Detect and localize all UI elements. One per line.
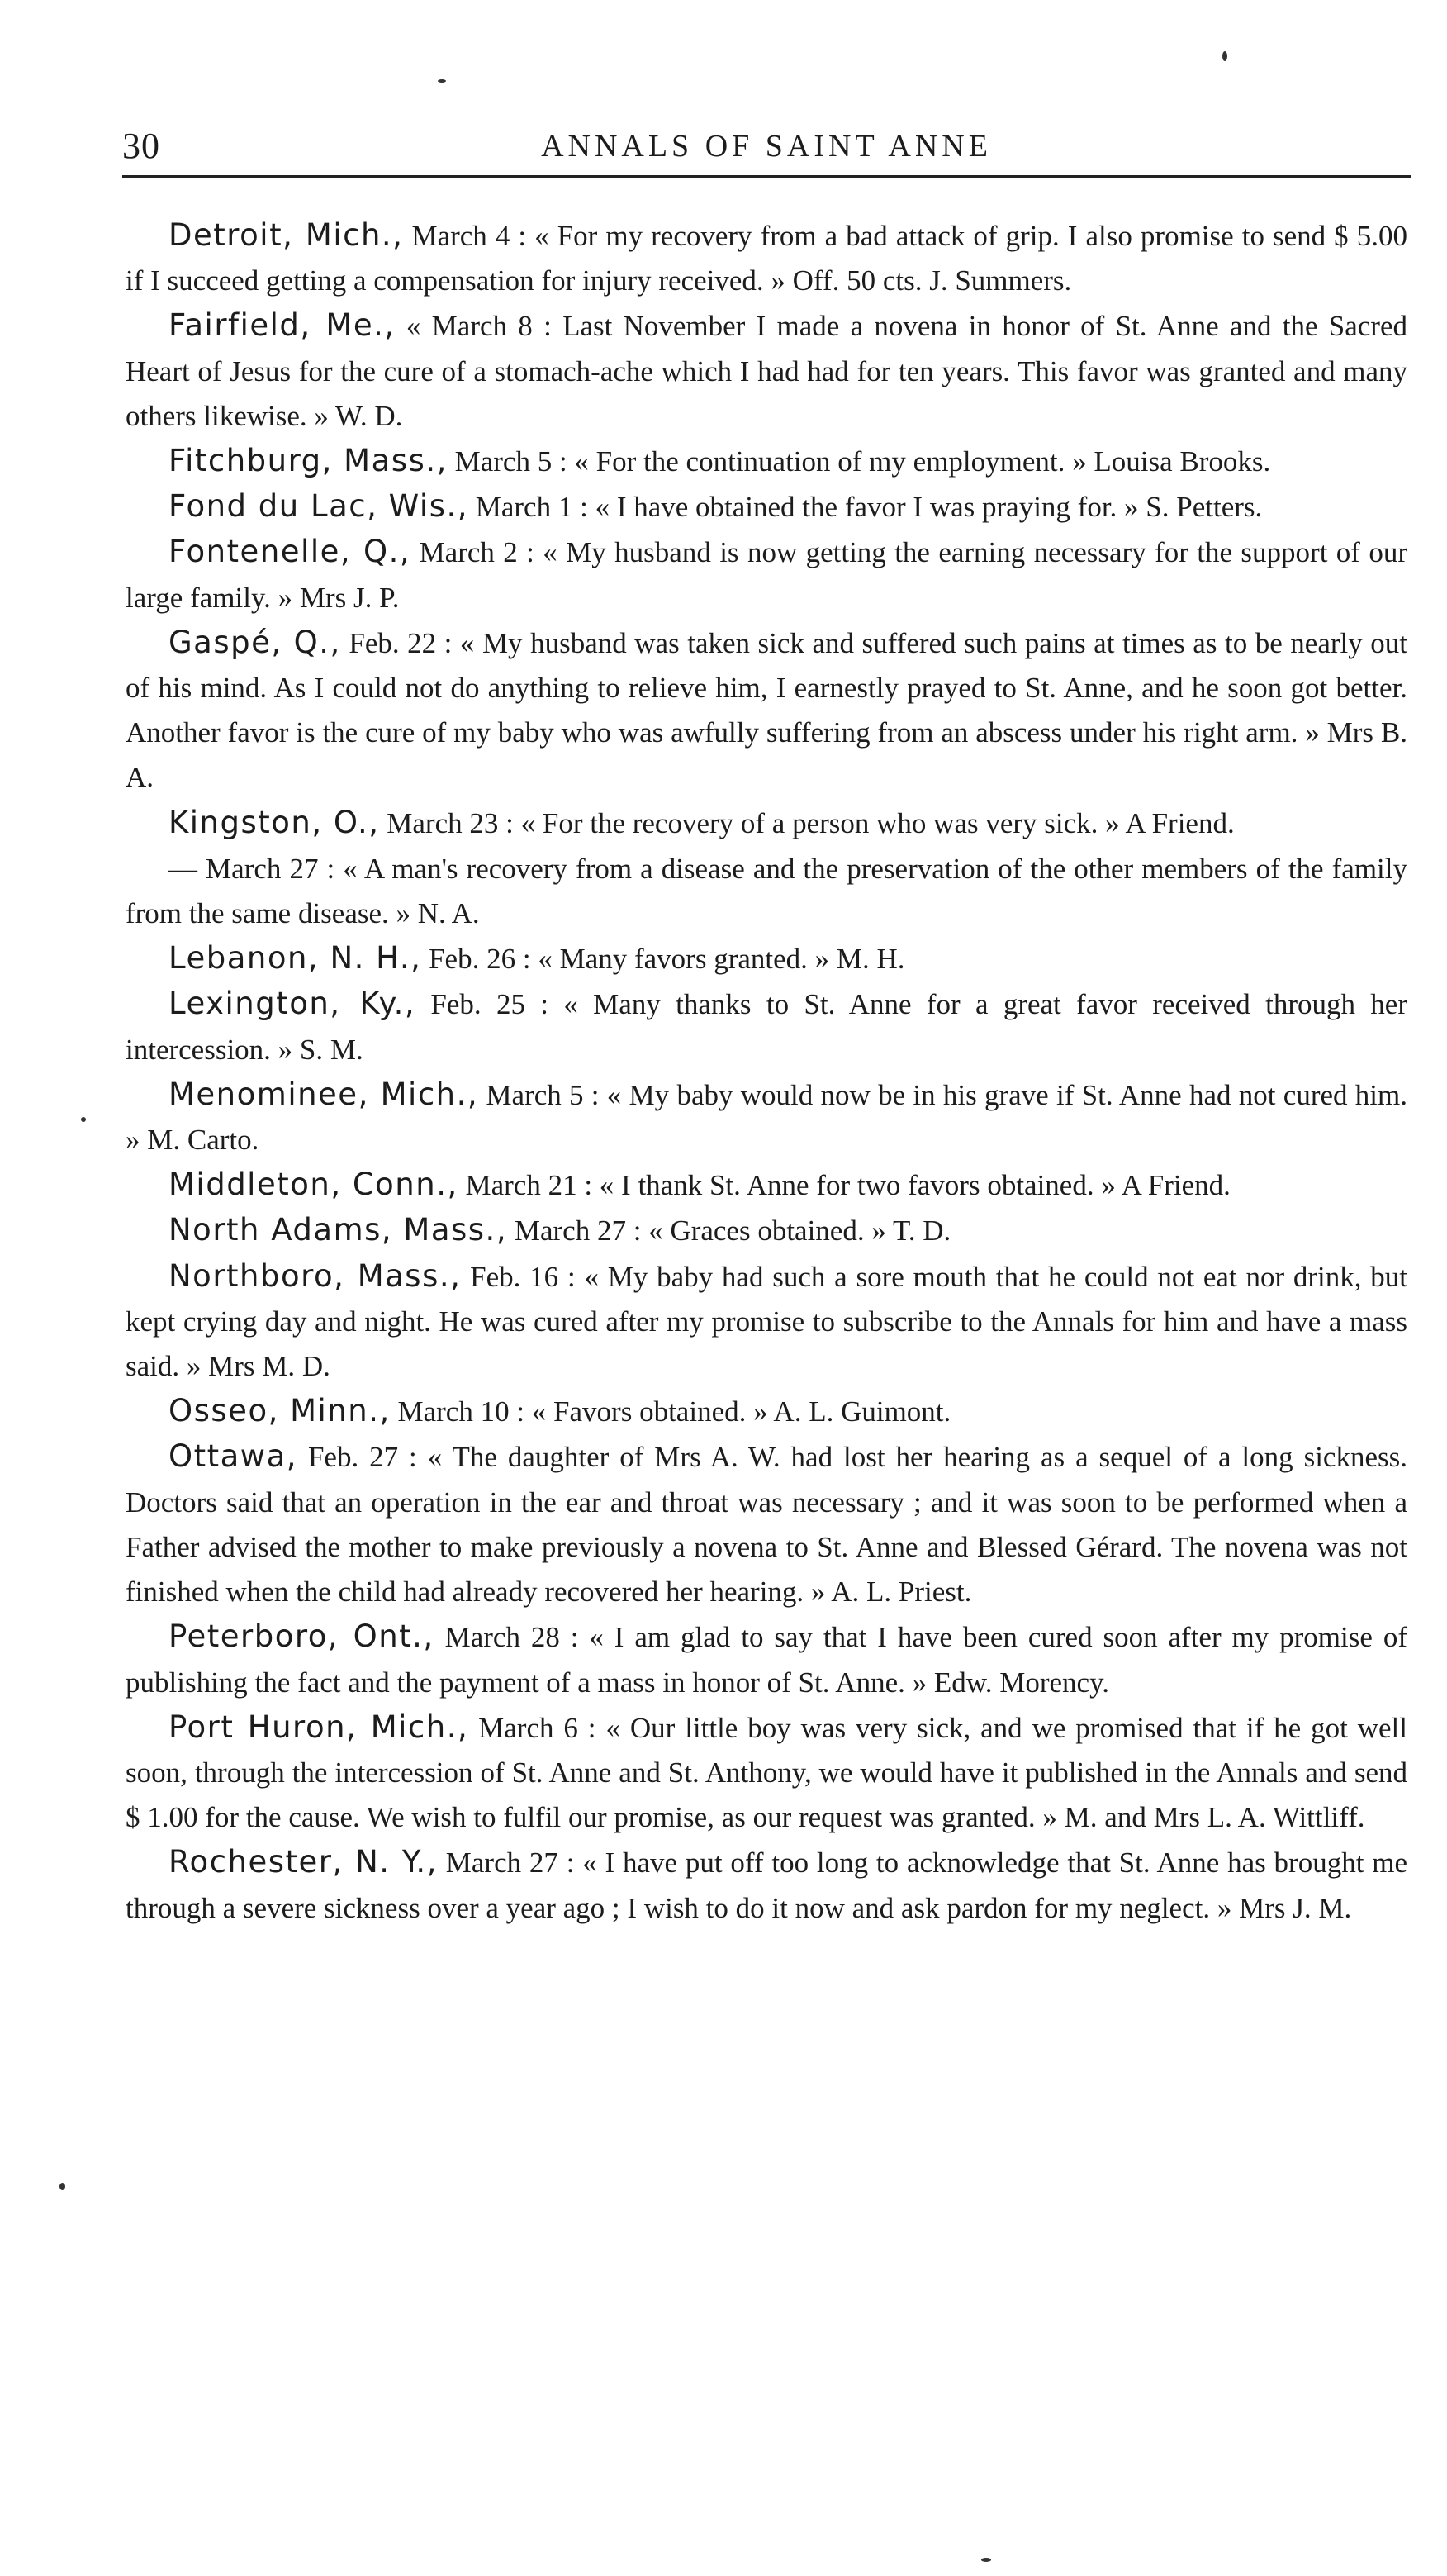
entry-text: March 5 : « For the continuation of my employment. » Louisa Brooks. xyxy=(447,445,1271,478)
entry-text: March 2 : « My husband is now getting the earning necessary for the support of our large family. » Mrs J. P. xyxy=(126,536,1408,614)
page-header xyxy=(122,122,1411,170)
entry xyxy=(126,1840,1407,1930)
entry-place: Northboro, Mass., xyxy=(168,1257,462,1294)
entry-text: March 4 : « For my recovery from a bad attack of grip. I also promise to send $ 5.00 if I succeed getting a compensation for injury received. » Off. 50 cts. J. Summers. xyxy=(126,220,1407,297)
entry xyxy=(126,846,1407,936)
entry-place: Lexington, Ky., xyxy=(168,986,416,1022)
entry xyxy=(126,1072,1407,1162)
entry xyxy=(126,439,1407,484)
entry-text: Feb. 16 : « My baby had such a sore mouth that he could not eat nor drink, but kept crying day and night. He was cured after my promise to subscribe to the Annals for him and have a mass said. » Mrs M. D. xyxy=(126,1260,1408,1383)
entry-text: March 1 : « I have obtained the favor I was praying for. » S. Petters. xyxy=(468,491,1263,524)
entry-place: North Adams, Mass., xyxy=(168,1212,508,1248)
entry-text: March 10 : « Favors obtained. » A. L. Guimont. xyxy=(390,1395,951,1428)
entry-place: Osseo, Minn., xyxy=(168,1393,391,1429)
entry xyxy=(126,981,1407,1072)
entry-place: Fitchburg, Mass., xyxy=(168,443,448,479)
entry xyxy=(126,1389,1407,1434)
entry xyxy=(126,303,1407,439)
scan-speck xyxy=(81,1117,86,1122)
entry xyxy=(126,1705,1407,1841)
scan-speck xyxy=(438,79,446,83)
entry-text: — March 27 : « A man's recovery from a disease and the preservation of the other members of the family from the same disease. » N. A. xyxy=(126,852,1407,930)
entry-text: March 27 : « Graces obtained. » T. D. xyxy=(507,1214,951,1248)
entry-text: Feb. 22 : « My husband was taken sick and suffered such pains at times as to be nearly out of his mind. As I could not do anything to relieve him, I earnestly prayed to St. Anne, and he soon got better. Another favor is the cure of my baby who was awfully suffering from an abscess under his right arm. » Mrs B. A. xyxy=(126,626,1407,794)
entry-place: Detroit, Mich., xyxy=(168,217,404,253)
entry-text: March 5 : « My baby would now be in his grave if St. Anne had not cured him. » M. Carto. xyxy=(126,1078,1407,1157)
entries-list xyxy=(126,213,1407,1931)
entry xyxy=(126,1162,1407,1208)
entry xyxy=(126,1208,1407,1253)
entry-place: Lebanon, N. H., xyxy=(168,940,422,977)
entry-text: March 23 : « For the recovery of a person who was very sick. » A Friend. xyxy=(379,806,1235,839)
entry xyxy=(126,620,1407,801)
entry-place: Fond du Lac, Wis., xyxy=(168,488,468,525)
entry xyxy=(126,530,1407,620)
entry-place: Middleton, Conn., xyxy=(168,1167,458,1203)
scan-speck xyxy=(59,2183,65,2190)
entry-place: Menominee, Mich., xyxy=(168,1076,479,1112)
entry-text: March 6 : « Our little boy was very sick, and we promised that if he got well soon, through the intercession of St. Anne and St. Anthony, we would have it published in the Annals and send $ 1.00 for the cause. We wish to fulfil our promise, as our request was granted. » M. and Mrs L. A. Wittliff. xyxy=(126,1711,1407,1834)
entry xyxy=(126,1614,1407,1704)
entry-text: Feb. 27 : « The daughter of Mrs A. W. had lost her hearing as a sequel of a long sickness. Doctors said that an operation in the ear and throat was necessary ; and it was soon to be performed when a Father advised the mother to make previously a novena to St. Anne and Blessed Gérard. The novena was not finished when the child had already recovered her hearing. » A. L. Priest. xyxy=(126,1441,1407,1609)
scan-speck xyxy=(1222,51,1227,61)
entry-place: Rochester, N. Y., xyxy=(168,1844,438,1880)
entry-text: March 27 : « I have put off too long to acknowledge that St. Anne has brought me through a severe sickness over a year ago ; I wish to do it now and ask pardon for my neglect. » Mrs J. M. xyxy=(126,1846,1407,1924)
entry-place: Fontenelle, Q., xyxy=(168,534,411,570)
entry-text: « March 8 : Last November I made a novena in honor of St. Anne and the Sacred Heart of Jesus for the cure of a stomach-ache which I had had for ten years. This favor was granted and many others likewise. » W. D. xyxy=(126,310,1407,432)
scan-speck xyxy=(981,2558,991,2562)
entry-text: March 21 : « I thank St. Anne for two favors obtained. » A Friend. xyxy=(458,1169,1231,1202)
entry-place: Port Huron, Mich., xyxy=(168,1709,469,1745)
entry-place: Gaspé, Q., xyxy=(168,624,341,660)
entry-place: Peterboro, Ont., xyxy=(168,1618,434,1655)
entry-text: Feb. 25 : « Many thanks to St. Anne for a great favor received through her intercession. » S. M. xyxy=(126,988,1407,1066)
entry-place: Fairfield, Me., xyxy=(168,307,396,344)
entry-text: March 28 : « I am glad to say that I have been cured soon after my promise of publishing the fact and the payment of a mass in honor of St. Anne. » Edw. Morency. xyxy=(126,1621,1407,1699)
entry xyxy=(126,484,1407,530)
entry-text: Feb. 26 : « Many favors granted. » M. H. xyxy=(421,943,905,976)
entry xyxy=(126,213,1407,303)
entry xyxy=(126,1434,1407,1614)
page-number: 30 xyxy=(122,126,160,166)
entry xyxy=(126,1254,1407,1390)
entry-place: Kingston, O., xyxy=(168,804,380,840)
entry xyxy=(126,801,1407,846)
entry xyxy=(126,936,1407,981)
entry-place: Ottawa, xyxy=(168,1438,298,1475)
running-title: ANNALS OF SAINT ANNE xyxy=(541,129,992,164)
header-rule xyxy=(122,175,1411,178)
